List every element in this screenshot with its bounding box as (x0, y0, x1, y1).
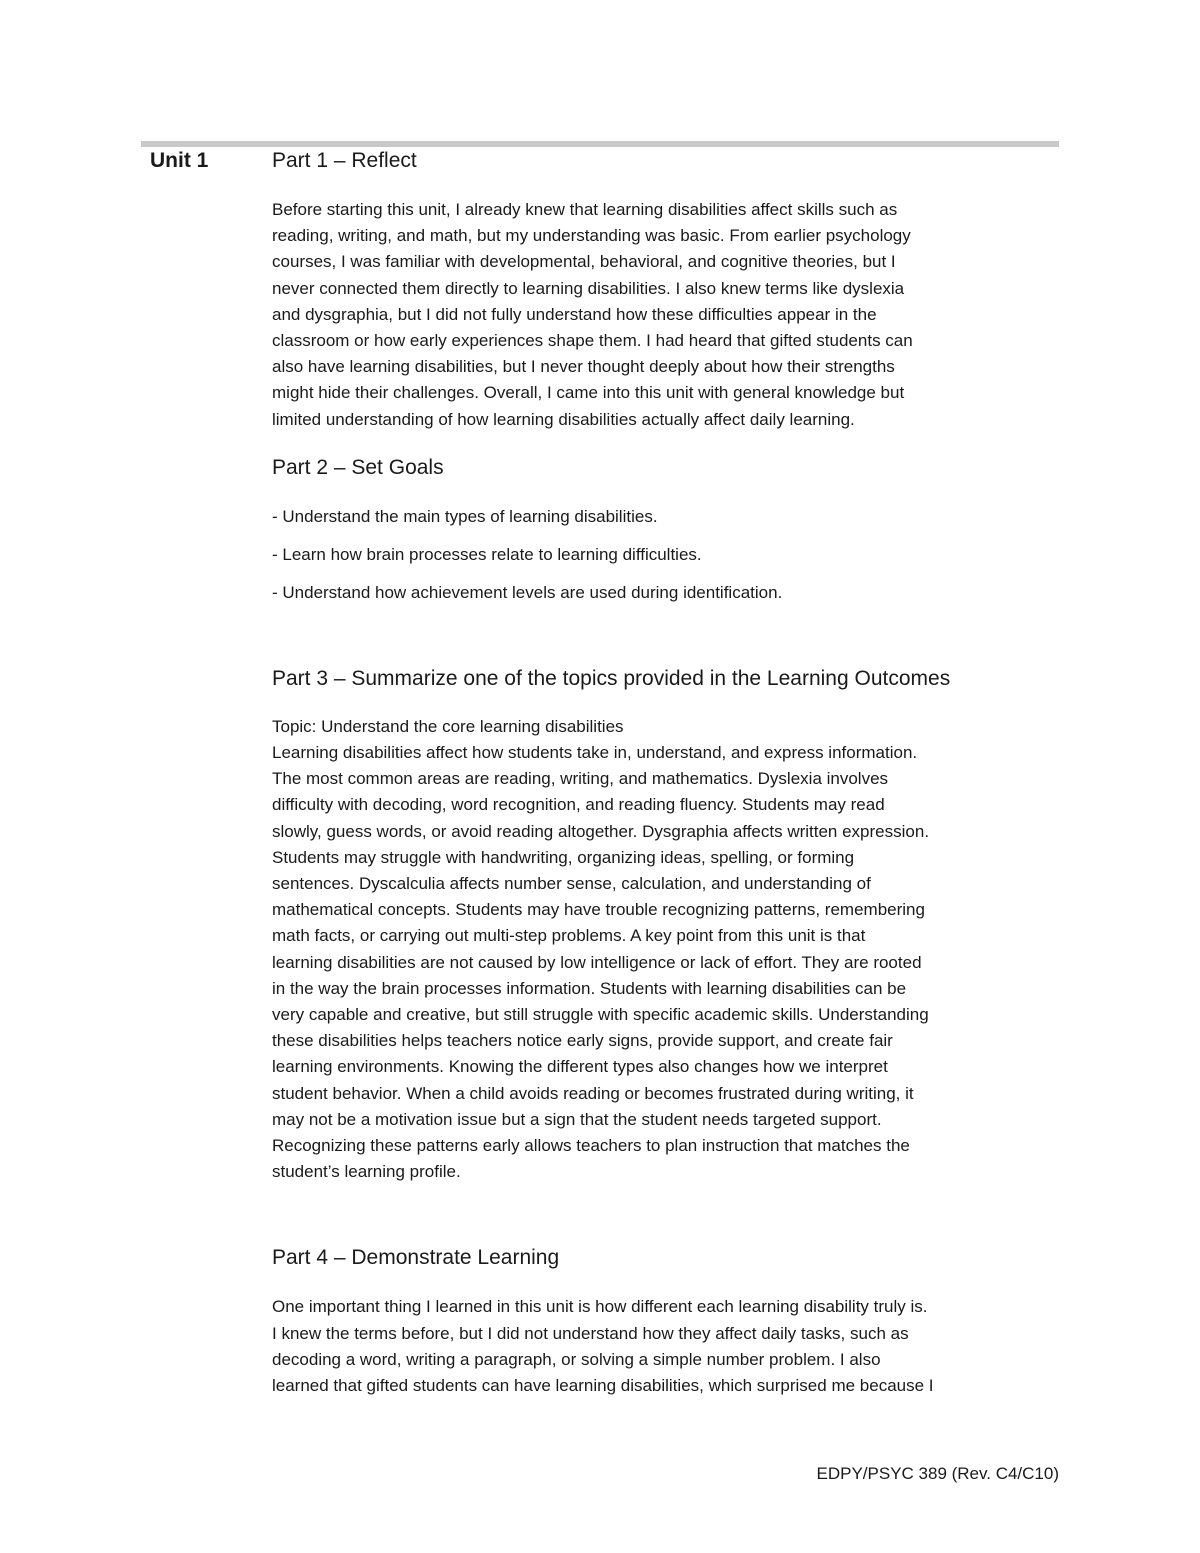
unit-label: Unit 1 (150, 149, 209, 172)
paragraph-line: reading, writing, and math, but my understanding was basic. From earlier psychology (272, 226, 911, 246)
paragraph-line: never connected them directly to learning disabilities. I also knew terms like dyslexia (272, 278, 905, 298)
topic-line: Topic: Understand the core learning disabilities (272, 716, 624, 736)
paragraph-line: sentences. Dyscalculia affects number sense, calculation, and understanding of (272, 874, 871, 894)
paragraph-line: learning disabilities are not caused by low intelligence or lack of effort. They are rooted (272, 952, 922, 972)
paragraph-line: math facts, or carrying out multi-step problems. A key point from this unit is that (272, 926, 866, 946)
paragraph-line: I knew the terms before, but I did not understand how they affect daily tasks, such as (272, 1323, 909, 1343)
paragraph-line: slowly, guess words, or avoid reading altogether. Dysgraphia affects written expression. (272, 821, 930, 841)
paragraph-line: classroom or how early experiences shape them. I had heard that gifted students can (272, 331, 913, 351)
paragraph-line: Students may struggle with handwriting, organizing ideas, spelling, or forming (272, 847, 855, 867)
paragraph-line: difficulty with decoding, word recognition, and reading fluency. Students may read (272, 795, 885, 815)
part1-heading: Part 1 – Reflect (272, 149, 417, 172)
part3-heading: Part 3 – Summarize one of the topics provided in the Learning Outcomes (272, 666, 951, 690)
paragraph-line: Recognizing these patterns early allows teachers to plan instruction that matches the (272, 1136, 910, 1156)
paragraph-line: student behavior. When a child avoids reading or becomes frustrated during writing, it (272, 1083, 914, 1103)
part2-heading: Part 2 – Set Goals (272, 455, 444, 479)
paragraph-line: student’s learning profile. (272, 1162, 461, 1182)
paragraph-line: might hide their challenges. Overall, I came into this unit with general knowledge but (272, 383, 905, 403)
paragraph-line: decoding a word, writing a paragraph, or solving a simple number problem. I also (272, 1349, 881, 1369)
paragraph-line: The most common areas are reading, writing, and mathematics. Dyslexia involves (272, 769, 889, 789)
paragraph-line: Before starting this unit, I already knew that learning disabilities affect skills such as (272, 200, 898, 219)
paragraph-line: One important thing I learned in this unit is how different each learning disability truly is. (272, 1297, 928, 1317)
paragraph-line: and dysgraphia, but I did not fully understand how these difficulties appear in the (272, 304, 877, 324)
paragraph-line: these disabilities helps teachers notice early signs, provide support, and create fair (272, 1031, 893, 1051)
paragraph-line: courses, I was familiar with developmental, behavioral, and cognitive theories, but I (272, 252, 896, 272)
goal-item: - Understand how achievement levels are used during identification. (272, 582, 783, 602)
paragraph-line: in the way the brain processes information. Students with learning disabilities can be (272, 978, 907, 998)
paragraph-line: also have learning disabilities, but I never thought deeply about how their strengths (272, 357, 895, 377)
page-footer: EDPY/PSYC 389 (Rev. C4/C10) (816, 1464, 1059, 1483)
top-rule (141, 141, 1059, 147)
part1-paragraph (272, 197, 1072, 433)
paragraph-line: Learning disabilities affect how students take in, understand, and express information. (272, 743, 918, 763)
paragraph-line: limited understanding of how learning disabilities actually affect daily learning. (272, 409, 855, 429)
paragraph-line: learned that gifted students can have learning disabilities, which surprised me because I (272, 1376, 934, 1396)
document-body (272, 148, 1072, 1399)
paragraph-line: very capable and creative, but still struggle with specific academic skills. Understanding (272, 1005, 929, 1025)
goal-item: - Understand the main types of learning disabilities. (272, 506, 658, 526)
paragraph-line: mathematical concepts. Students may have trouble recognizing patterns, remembering (272, 900, 925, 920)
part3-paragraph (272, 714, 1072, 1186)
goal-item: - Learn how brain processes relate to learning difficulties. (272, 544, 702, 564)
part4-paragraph (272, 1294, 1072, 1399)
part4-heading: Part 4 – Demonstrate Learning (272, 1246, 560, 1270)
paragraph-line: may not be a motivation issue but a sign that the student needs targeted support. (272, 1109, 882, 1129)
paragraph-line: learning environments. Knowing the different types also changes how we interpret (272, 1057, 888, 1077)
